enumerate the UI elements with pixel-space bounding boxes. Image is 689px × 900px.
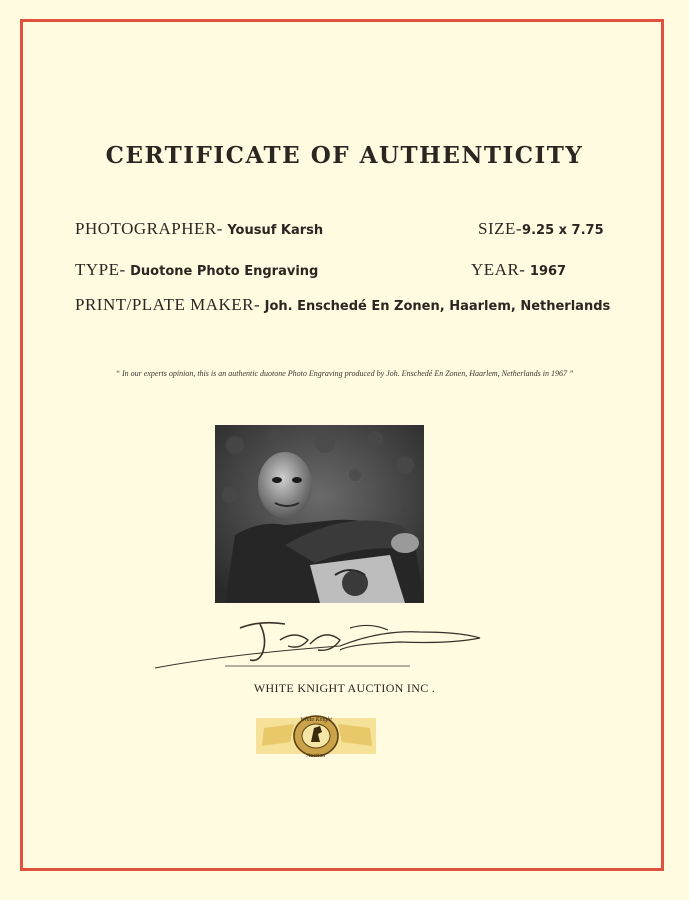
type-field	[75, 260, 318, 280]
size-label: SIZE-	[478, 219, 523, 238]
knight-shield-logo-icon	[256, 712, 376, 760]
photographer-field	[75, 219, 323, 239]
size-value: 9.25 x 7.75	[522, 223, 604, 238]
year-value: 1967	[529, 264, 567, 279]
authenticity-statement: “ In our experts opinion, this is an authentic duotone Photo Engraving produced by Joh. Enschedé En Zonen, Haarlem, Netherlands in 1967 ”	[115, 369, 574, 378]
type-label: TYPE-	[75, 260, 126, 279]
year-label: YEAR-	[471, 260, 526, 279]
signature-mark-icon	[150, 610, 490, 670]
portrait-photo-icon	[215, 425, 424, 603]
photographer-value: Yousuf Karsh	[227, 223, 324, 238]
logo-lettering-bottom: Auction	[306, 753, 326, 759]
certificate-title: CERTIFICATE OF AUTHENTICITY	[105, 142, 584, 169]
maker-field	[75, 295, 610, 315]
photographer-label: PHOTOGRAPHER-	[75, 219, 223, 238]
year-field	[471, 260, 566, 280]
size-field	[478, 219, 604, 239]
logo-lettering: White Knight	[300, 717, 332, 723]
maker-label: PRINT/PLATE MAKER-	[75, 295, 261, 314]
maker-value: Joh. Enschedé En Zonen, Haarlem, Netherlands	[264, 299, 611, 314]
portrait-photo	[215, 425, 424, 603]
company-name: WHITE KNIGHT AUCTION INC .	[253, 681, 436, 695]
type-value: Duotone Photo Engraving	[130, 264, 319, 279]
